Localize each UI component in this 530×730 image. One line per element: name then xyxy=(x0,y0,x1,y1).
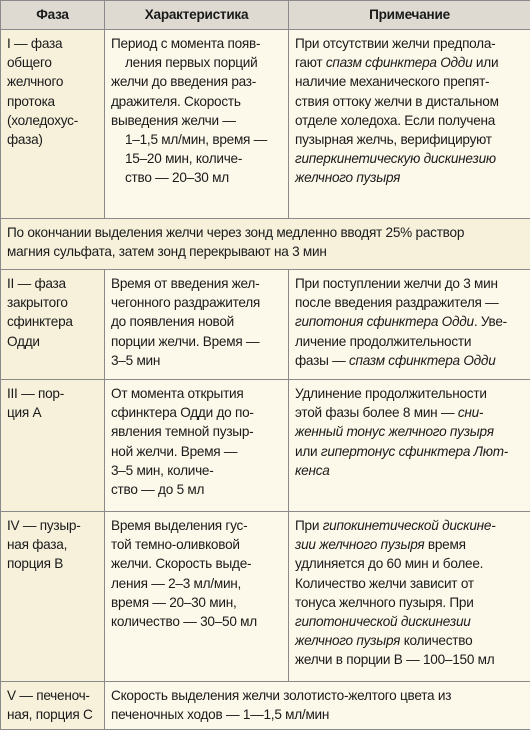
table-row xyxy=(1,380,530,512)
cell-line: желчи. Скорость выде- xyxy=(111,556,252,572)
cell-line: 3–5 мин xyxy=(111,352,161,368)
cell-line: Удлинение продолжительности xyxy=(295,386,487,401)
header-note: Примечание xyxy=(289,1,530,30)
cell-line: 15–20 мин, количе- xyxy=(125,151,243,167)
cell-line: чегонного раздражителя xyxy=(111,295,261,311)
term: спазм сфинктера Одди xyxy=(325,55,473,71)
characteristic-cell xyxy=(105,30,289,219)
table-row xyxy=(1,682,530,730)
cell-line: до появления новой xyxy=(111,314,234,330)
cell-line: той темно-оливковой xyxy=(111,537,240,553)
note-cell xyxy=(289,270,530,380)
cell-line: выведения желчи — xyxy=(111,112,236,128)
cell-line: ство — 20–30 мл xyxy=(125,170,229,186)
characteristic-cell xyxy=(105,270,289,380)
term: гипертонус сфинктера Лют- xyxy=(320,443,509,459)
cell-line: протока xyxy=(7,93,55,109)
cell-line xyxy=(295,422,524,441)
cell-line: Время от введения жел- xyxy=(111,276,260,291)
text: количество xyxy=(400,633,473,649)
term: гипотония сфинктера Одди xyxy=(295,314,474,330)
cell-line: личение продолжительности xyxy=(295,333,472,349)
cell-line xyxy=(295,351,524,370)
cell-line xyxy=(295,403,524,422)
cell-line xyxy=(295,516,524,535)
characteristic-cell xyxy=(105,380,289,512)
text: При xyxy=(295,518,323,533)
cell-line: III — пор- xyxy=(7,386,64,401)
term: сни- xyxy=(457,405,484,421)
cell-line: От момента открытия xyxy=(111,386,244,401)
cell-line: I — фаза xyxy=(7,36,63,51)
term: гипокинетической дискине- xyxy=(322,518,496,533)
cell-line: общего xyxy=(7,55,52,71)
cell-line: 3–5 мин, количе- xyxy=(111,462,214,478)
text: или xyxy=(472,55,499,71)
note-cell xyxy=(289,512,530,682)
characteristic-cell-wide xyxy=(105,682,530,730)
cell-line: время — 20–30 мин, xyxy=(111,594,237,610)
cell-line: порция В xyxy=(7,556,64,572)
term: зии желчного пузыря xyxy=(295,537,425,553)
cell-line: отделе холедоха. Если получена xyxy=(295,112,496,128)
cell-line: сфинктера xyxy=(7,314,73,330)
cell-line: Время выделения гус- xyxy=(111,518,248,533)
note-cell xyxy=(289,30,530,219)
cell-line: печеночных ходов — 1—1,5 мл/мин xyxy=(111,707,330,723)
cell-line: ная, порция С xyxy=(7,707,93,723)
cell-line xyxy=(295,442,524,461)
cell-line: При поступлении желчи до 3 мин xyxy=(295,276,498,291)
cell-line: порции желчи. Время — xyxy=(111,333,260,349)
cell-line xyxy=(295,461,524,480)
cell-line: По окончании выделения желчи через зонд медленно вводят 25% раствор xyxy=(7,225,465,240)
phase-cell xyxy=(1,30,105,219)
cell-line: закрытого xyxy=(7,295,68,311)
cell-line: ления — 2–3 мл/мин, xyxy=(111,575,242,591)
cell-line: явления темной пузыр- xyxy=(111,424,254,440)
cell-line: сфинктера Одди до по- xyxy=(111,405,254,421)
table-row xyxy=(1,30,530,219)
text: гают xyxy=(295,55,326,71)
cell-line xyxy=(295,535,524,554)
cell-line xyxy=(295,53,524,72)
cell-line: ления первых порций xyxy=(125,55,258,71)
cell-line xyxy=(295,312,524,331)
cell-line: IV — пузыр- xyxy=(7,518,81,533)
text: время xyxy=(424,537,466,553)
cell-line: дражителя. Скорость xyxy=(111,93,241,109)
phase-cell xyxy=(1,380,105,512)
term: кенса xyxy=(295,462,330,478)
cell-line: тонуса желчного пузыря. При xyxy=(295,594,474,610)
cell-line: Период с момента появ- xyxy=(111,36,261,51)
header-characteristic: Характеристика xyxy=(105,1,289,30)
cell-line: пузырная желчь, верифицируют xyxy=(295,132,492,148)
term: гиперкинетическую дискинезию xyxy=(295,151,496,167)
note-cell xyxy=(289,380,530,512)
cell-line xyxy=(295,168,524,187)
phase-cell xyxy=(1,512,105,682)
cell-line: II — фаза xyxy=(7,276,66,291)
full-width-note xyxy=(1,219,530,270)
text: . Уве- xyxy=(473,314,507,330)
cell-line: 1–1,5 мл/мин, время — xyxy=(125,132,268,148)
cell-line: ция А xyxy=(7,405,42,421)
cell-line: наличие механического препят- xyxy=(295,74,490,90)
cell-line xyxy=(295,149,524,168)
cell-line xyxy=(295,631,524,650)
text: этой фазы более 8 мин — xyxy=(295,405,458,421)
text: фазы — xyxy=(295,352,349,368)
cell-line: фаза) xyxy=(7,132,43,148)
cell-line: Количество желчи зависит от xyxy=(295,575,474,591)
phase-cell xyxy=(1,270,105,380)
cell-line: после введения раздражителя — xyxy=(295,295,499,311)
term: желчного пузыря xyxy=(295,633,401,649)
cell-line: желчи до введения раз- xyxy=(111,74,257,90)
cell-line: желчного xyxy=(7,74,64,90)
cell-line: ной желчи. Время — xyxy=(111,443,238,459)
phase-cell xyxy=(1,682,105,730)
cell-line: V — печеноч- xyxy=(7,688,90,703)
cell-line: (холедохус- xyxy=(7,112,78,128)
cell-line: Скорость выделения желчи золотисто-желтого цвета из xyxy=(111,688,452,703)
cell-line: количество — 30–50 мл xyxy=(111,614,257,630)
cell-line: магния сульфата, затем зонд перекрывают на 3 мин xyxy=(7,244,327,260)
text: или xyxy=(295,443,321,459)
table-row xyxy=(1,512,530,682)
cell-line: ство — до 5 мл xyxy=(111,482,205,498)
term: спазм сфинктера Одди xyxy=(349,352,496,368)
cell-line: Одди xyxy=(7,333,40,349)
cell-line: ствия оттоку желчи в дистальном xyxy=(295,93,499,109)
cell-line: ная фаза, xyxy=(7,537,68,553)
term: женный тонус желчного пузыря xyxy=(295,424,494,440)
cell-line: При отсутствии желчи предпола- xyxy=(295,36,496,51)
cell-line: желчи в порции В — 100–150 мл xyxy=(295,652,495,668)
header-phase: Фаза xyxy=(1,1,105,30)
cell-line xyxy=(295,612,524,631)
table-row xyxy=(1,270,530,380)
table-row-note xyxy=(1,219,530,270)
cell-line: удлиняется до 60 мин и более. xyxy=(295,556,484,572)
term: желчного пузыря xyxy=(295,170,401,186)
term: гипотонической дискинезии xyxy=(295,614,471,630)
characteristic-cell xyxy=(105,512,289,682)
header-row xyxy=(1,1,530,30)
